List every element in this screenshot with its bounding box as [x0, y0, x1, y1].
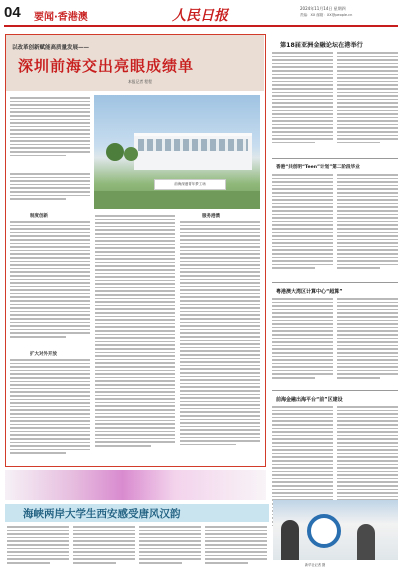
masthead-rule	[4, 25, 398, 27]
feature-text-col1b	[10, 173, 90, 209]
photo-sign: 前海深港青年梦工场	[154, 179, 226, 190]
person-shape	[357, 524, 375, 560]
bottom-text-col3	[139, 526, 201, 570]
story2-title: 香港“共创明“Teen”计划”第二阶段毕业	[276, 165, 360, 170]
bottom-article	[5, 504, 398, 570]
page-number: 04	[4, 4, 21, 21]
flower-photo	[5, 470, 266, 500]
feature-photo	[94, 95, 260, 209]
feature-kicker: 以改革创新赋能高质量发展——	[12, 45, 90, 51]
masthead	[0, 0, 402, 28]
story2-text-a	[272, 174, 333, 278]
divider	[272, 282, 398, 283]
story3-text-a	[272, 298, 333, 386]
story4-title: 前海金融出海平台“前”区建设	[276, 397, 343, 403]
bottom-title: 海峡两岸大学生西安感受唐风汉韵	[23, 508, 181, 520]
bottom-text-col1	[7, 526, 69, 570]
bottom-text-col2	[73, 526, 135, 570]
section-head-3: 服务港澳	[202, 214, 220, 219]
feature-title: 深圳前海交出亮眼成绩单	[18, 57, 195, 75]
section-head-2: 扩大对外开放	[30, 352, 57, 357]
paper-name: 人民日报	[172, 8, 228, 24]
story1-text-a	[272, 52, 333, 152]
section-head-1: 制度创新	[30, 214, 48, 219]
building-windows	[138, 139, 248, 151]
feature-article	[5, 34, 266, 467]
story2-text-b	[337, 174, 398, 278]
feature-body-col1b	[10, 359, 90, 463]
photo-caption: 新华社记者 摄	[305, 563, 326, 567]
lawn	[94, 191, 260, 209]
section-name: 要闻·香港澳	[34, 12, 88, 23]
bottom-text-col4	[205, 526, 267, 570]
date-line: 2024年11月14日 星期四	[300, 6, 346, 11]
logo-circle	[307, 514, 341, 548]
feature-byline: 本报记者 程程	[128, 79, 152, 84]
divider	[272, 158, 398, 159]
tree-shape	[106, 143, 124, 161]
feature-body-col3	[180, 221, 260, 465]
story3-text-b	[337, 298, 398, 386]
feature-header	[6, 35, 264, 91]
students-photo	[273, 500, 398, 560]
story1-title: 第18届亚洲金融论坛在港举行	[280, 42, 363, 49]
feature-body-col2	[95, 215, 175, 465]
feature-text-col1	[10, 97, 90, 169]
story1-text-b	[337, 52, 398, 152]
editor-line: 责编：XX 邮箱：XX@people.cn	[300, 13, 353, 17]
feature-body-col1	[10, 221, 90, 347]
bottom-title-bar	[5, 504, 269, 522]
right-column	[272, 34, 398, 542]
person-shape	[281, 520, 299, 560]
tree-shape	[124, 147, 138, 161]
story3-title: 粤港澳大湾区计算中心“超算”	[276, 289, 343, 295]
divider	[272, 390, 398, 391]
